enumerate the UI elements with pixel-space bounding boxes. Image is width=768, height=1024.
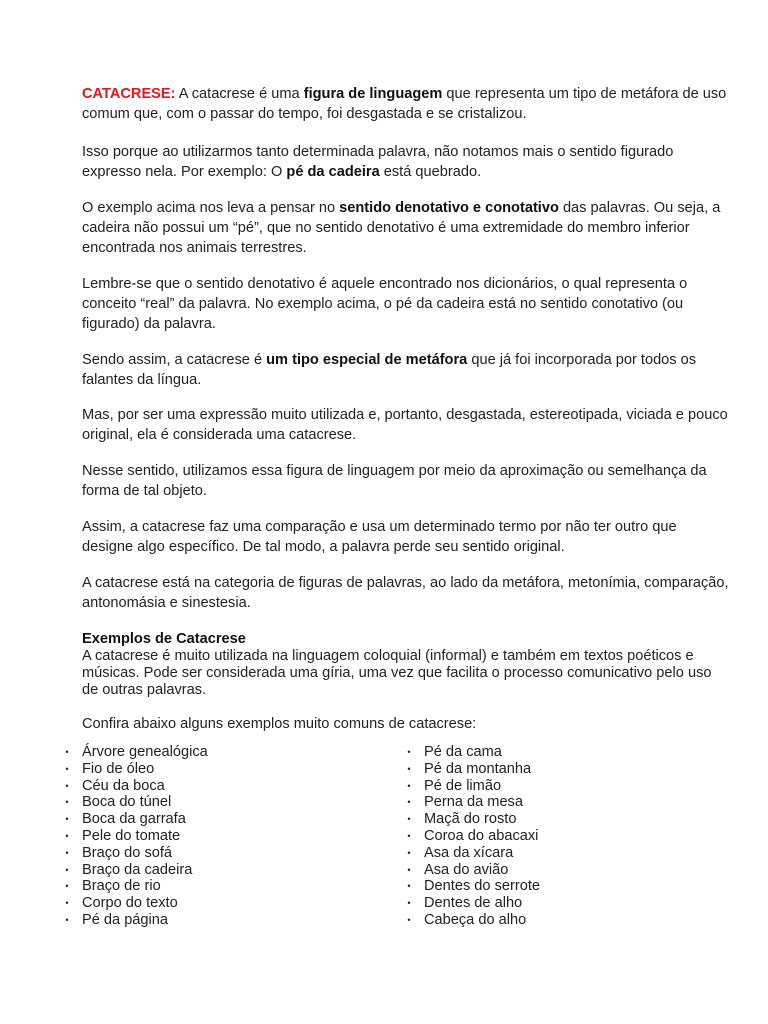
bullet-icon: •	[407, 763, 411, 774]
list-item	[404, 761, 724, 778]
list-item	[404, 811, 724, 828]
list-item-label: Cabeça do alho	[424, 911, 527, 928]
bullet-icon: •	[407, 881, 411, 892]
paragraph-nesse-sentido: Nesse sentido, utilizamos essa figura de linguagem por meio da aproximação ou semelhança da forma de tal objeto.	[82, 463, 707, 499]
list-item-label: Céu da boca	[82, 777, 165, 794]
bold-figura-de-linguagem: figura de linguagem	[303, 86, 443, 102]
list-item	[404, 845, 724, 862]
bullet-icon: •	[407, 864, 411, 875]
bullet-icon: •	[65, 914, 69, 925]
bullet-icon: •	[65, 847, 69, 858]
bullet-icon: •	[65, 898, 69, 909]
list-item	[62, 778, 382, 795]
document-body	[82, 84, 730, 746]
bullet-icon: •	[65, 864, 69, 875]
list-item-label: Pele do tomate	[82, 827, 181, 844]
examples-list-right	[404, 744, 724, 929]
bullet-icon: •	[407, 847, 411, 858]
list-item-label: Árvore genealógica	[82, 744, 208, 760]
list-item	[62, 862, 382, 879]
list-item	[404, 794, 724, 811]
section-heading	[82, 630, 730, 648]
list-item-label: Corpo do texto	[82, 895, 178, 912]
paragraph-comparacao: Assim, a catacrese faz uma comparação e usa um determinado termo por não ter outro que designe algo específico. De tal modo, a palavra perde seu sentido original.	[82, 519, 677, 555]
examples-list-left	[62, 744, 382, 929]
text-run: que representa um tipo de metáfora de uso comum que, com o passar do tempo, foi desgastada e se cristalizou.	[82, 86, 727, 122]
list-item-label: Braço da cadeira	[82, 861, 193, 878]
list-item-label: Braço de rio	[82, 878, 161, 895]
bullet-icon: •	[407, 747, 411, 757]
list-item	[404, 778, 724, 795]
list-item-label: Dentes de alho	[424, 895, 523, 912]
list-item-label: Dentes do serrote	[424, 878, 541, 895]
list-item	[62, 744, 382, 761]
list-item	[62, 811, 382, 828]
list-item-label: Boca da garrafa	[82, 811, 186, 828]
list-item	[404, 828, 724, 845]
list-item	[62, 878, 382, 895]
list-item	[62, 828, 382, 845]
bullet-icon: •	[407, 898, 411, 909]
list-item-label: Braço do sofá	[82, 844, 173, 861]
list-item-label: Pé da cama	[424, 744, 502, 760]
list-item-label: Maçã do rosto	[424, 811, 517, 828]
list-item	[62, 794, 382, 811]
paragraph-lead: Confira abaixo alguns exemplos muito comuns de catacrese:	[82, 716, 477, 732]
bullet-icon: •	[65, 747, 69, 757]
list-item	[404, 862, 724, 879]
paragraph-expressao-utilizada: Mas, por ser uma expressão muito utilizada e, portanto, desgastada, estereotipada, viciada e pouco original, ela é considerada uma catacrese.	[82, 407, 728, 443]
text-run: está quebrado.	[379, 164, 482, 180]
list-item	[404, 878, 724, 895]
bullet-icon: •	[65, 797, 69, 808]
list-item	[62, 845, 382, 862]
list-item-label: Pé de limão	[424, 777, 502, 794]
bullet-icon: •	[65, 814, 69, 825]
paragraph-dicionarios: Lembre-se que o sentido denotativo é aquele encontrado nos dicionários, o qual representa o conceito “real” da palavra. No exemplo acima, o pé da cadeira está no sentido conotativo (ou figurado) da palavra.	[82, 276, 688, 332]
bullet-icon: •	[407, 797, 411, 808]
heading-exemplos: Exemplos de Catacrese	[82, 631, 246, 647]
paragraph-tipo-especial	[82, 350, 730, 390]
paragraph-categoria: A catacrese está na categoria de figuras de palavras, ao lado da metáfora, metonímia, comparação, antonomásia e sinestesia.	[82, 575, 729, 611]
list-item-label: Coroa do abacaxi	[424, 827, 539, 844]
bold-sentido-denotativo: sentido denotativo e conotativo	[339, 200, 559, 216]
list-item-label: Pé da página	[82, 911, 169, 928]
bullet-icon: •	[65, 780, 69, 791]
list-item	[62, 761, 382, 778]
list-item	[404, 912, 724, 929]
list-item	[62, 912, 382, 929]
paragraph-definition	[82, 84, 730, 124]
list-item-label: Boca do túnel	[82, 794, 172, 811]
paragraph-denotativo-conotativo	[82, 198, 730, 258]
bullet-icon: •	[407, 914, 411, 925]
list-item-label: Pé da montanha	[424, 760, 532, 777]
list-item-label: Asa da xícara	[424, 844, 514, 861]
list-item	[62, 895, 382, 912]
bullet-icon: •	[65, 830, 69, 841]
bullet-icon: •	[407, 814, 411, 825]
text-run: O exemplo acima nos leva a pensar no	[82, 200, 340, 216]
bold-pe-da-cadeira: pé da cadeira	[286, 164, 380, 180]
list-item	[404, 744, 724, 761]
list-item	[404, 895, 724, 912]
term-catacrese: CATACRESE:	[82, 86, 176, 102]
bold-tipo-especial-de-metafora: um tipo especial de metáfora	[266, 352, 468, 368]
text-run: Isso porque ao utilizarmos tanto determinada palavra, não notamos mais o sentido figurado expresso nela. Por exemplo: O	[82, 144, 674, 180]
list-item-label: Asa do avião	[424, 861, 509, 878]
list-item-label: Perna da mesa	[424, 794, 523, 811]
text-run: das palavras. Ou seja, a cadeira não possui um “pé”, que no sentido denotativo é uma extremidade do membro inferior encontrada nos animais terrestres.	[82, 200, 721, 256]
list-item-label: Fio de óleo	[82, 760, 155, 777]
paragraph-intro: A catacrese é muito utilizada na linguagem coloquial (informal) e também em textos poéticos e músicas. Pode ser considerada uma gíria, uma vez que facilita o processo comunicativo pelo uso de outras palavras.	[82, 648, 712, 698]
bullet-icon: •	[65, 763, 69, 774]
paragraph-example	[82, 142, 730, 182]
text-run: Sendo assim, a catacrese é	[82, 352, 267, 368]
text-run: A catacrese é uma	[175, 86, 304, 102]
bullet-icon: •	[407, 830, 411, 841]
text-run: que já foi incorporada por todos os falantes da língua.	[82, 352, 697, 388]
bullet-icon: •	[65, 881, 69, 892]
bullet-icon: •	[407, 780, 411, 791]
